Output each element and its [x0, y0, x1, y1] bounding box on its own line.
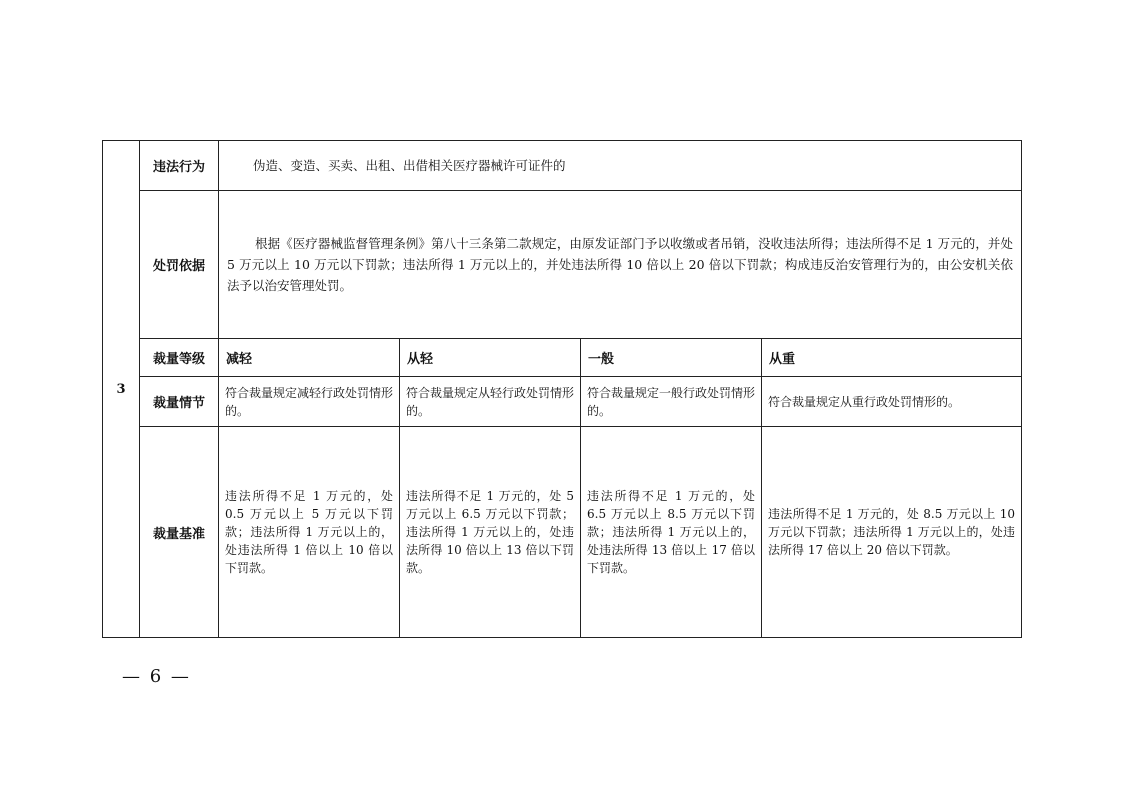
standards-row	[103, 427, 1022, 638]
circumstances-row	[103, 377, 1022, 427]
circumstance-lighter: 符合裁量规定从轻行政处罚情形的。	[400, 377, 581, 427]
standard-general: 违法所得不足 1 万元的，处 6.5 万元以上 8.5 万元以下罚款；违法所得 1 万元以上的，处违法所得 13 倍以上 17 倍以下罚款。	[581, 427, 762, 638]
violation-row	[103, 141, 1022, 191]
circumstance-mitigated: 符合裁量规定减轻行政处罚情形的。	[219, 377, 400, 427]
levels-row	[103, 339, 1022, 377]
level-lighter: 从轻	[400, 339, 581, 377]
circumstances-label: 裁量情节	[140, 377, 219, 427]
basis-label: 处罚依据	[140, 191, 219, 339]
level-general: 一般	[581, 339, 762, 377]
basis-text: 根据《医疗器械监督管理条例》第八十三条第二款规定，由原发证部门予以收缴或者吊销，没收违法所得；违法所得不足 1 万元的，并处 5 万元以上 10 万元以下罚款；违法所得 1 万元以上的，并处违法所得 10 倍以上 20 倍以下罚款；构成违反治安管理行为的，由公安机关依法予以治安管理处罚。	[219, 191, 1022, 339]
level-mitigated: 减轻	[219, 339, 400, 377]
standard-lighter: 违法所得不足 1 万元的，处 5 万元以上 6.5 万元以下罚款；违法所得 1 万元以上的，处违法所得 10 倍以上 13 倍以下罚款。	[400, 427, 581, 638]
circumstance-general: 符合裁量规定一般行政处罚情形的。	[581, 377, 762, 427]
penalty-table	[102, 140, 1022, 638]
standard-heavier: 违法所得不足 1 万元的，处 8.5 万元以上 10 万元以下罚款；违法所得 1 万元以上的，处违法所得 17 倍以上 20 倍以下罚款。	[762, 427, 1022, 638]
level-heavier: 从重	[762, 339, 1022, 377]
levels-label: 裁量等级	[140, 339, 219, 377]
standards-label: 裁量基准	[140, 427, 219, 638]
penalty-table-container	[102, 140, 1021, 637]
violation-label: 违法行为	[140, 141, 219, 191]
violation-text: 伪造、变造、买卖、出租、出借相关医疗器械许可证件的	[219, 141, 1022, 191]
row-number: 3	[103, 141, 140, 638]
basis-row	[103, 191, 1022, 339]
standard-mitigated: 违法所得不足 1 万元的，处 0.5 万元以上 5 万元以下罚款；违法所得 1 万元以上的，处违法所得 1 倍以上 10 倍以下罚款。	[219, 427, 400, 638]
page-number: — 6 —	[122, 666, 191, 687]
circumstance-heavier: 符合裁量规定从重行政处罚情形的。	[762, 377, 1022, 427]
